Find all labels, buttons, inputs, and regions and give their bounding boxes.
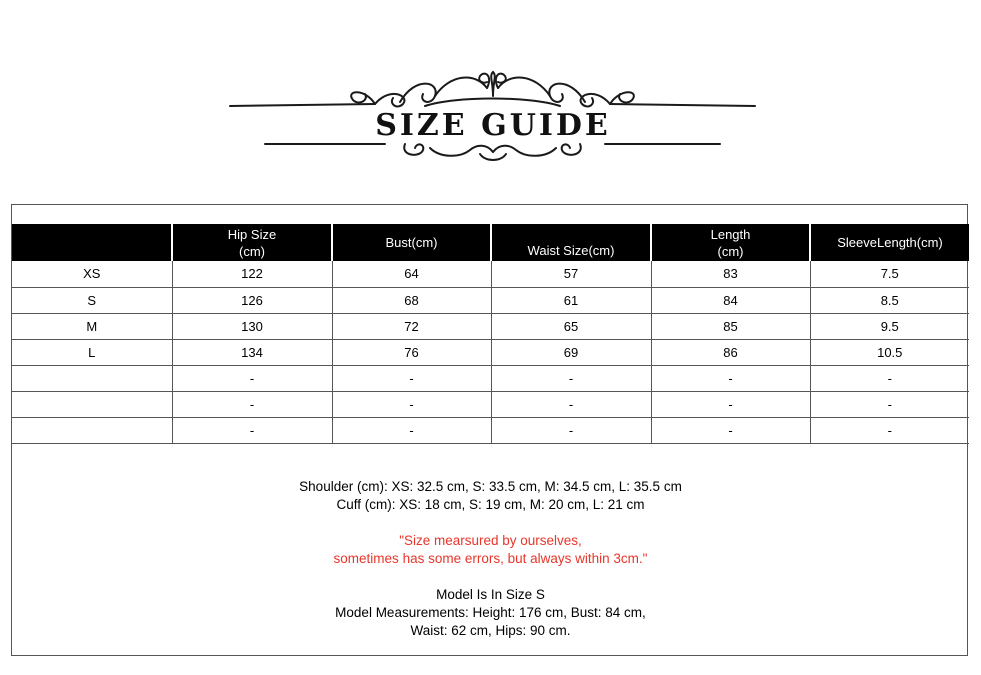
size-table [12, 224, 969, 444]
bust-cell: - [332, 391, 491, 417]
sleeve-cell: - [810, 417, 969, 443]
length-cell: 85 [651, 313, 810, 339]
logo-rule-left [230, 104, 375, 106]
hip-cell: - [172, 365, 332, 391]
waist-cell: 65 [491, 313, 651, 339]
waist-cell: 61 [491, 287, 651, 313]
length-cell: 83 [651, 261, 810, 287]
sleeve-cell: 8.5 [810, 287, 969, 313]
size-label: XS [12, 261, 172, 287]
page-title: SIZE GUIDE [375, 108, 611, 143]
size-chart-panel [11, 204, 968, 656]
model-size: Model Is In Size S [436, 587, 545, 602]
bust-cell: 72 [332, 313, 491, 339]
size-label [12, 417, 172, 443]
length-cell: - [651, 365, 810, 391]
size-label: M [12, 313, 172, 339]
measurement-notes [12, 478, 969, 640]
disclaimer-line-1: "Size mearsured by ourselves, [399, 533, 582, 548]
table-row [12, 313, 969, 339]
size-label [12, 391, 172, 417]
length-cell: - [651, 391, 810, 417]
bust-cell: - [332, 365, 491, 391]
hip-cell: 134 [172, 339, 332, 365]
cuff-note: Cuff (cm): XS: 18 cm, S: 19 cm, M: 20 cm, L: 21 cm [336, 497, 645, 512]
sleeve-cell: 7.5 [810, 261, 969, 287]
logo-rule-right [610, 104, 755, 106]
size-guide-logo [225, 66, 760, 176]
column-header-size [12, 224, 172, 261]
hip-cell: 122 [172, 261, 332, 287]
sleeve-cell: - [810, 365, 969, 391]
size-label: S [12, 287, 172, 313]
table-header-row [12, 224, 969, 261]
waist-cell: - [491, 365, 651, 391]
hip-cell: 130 [172, 313, 332, 339]
table-row [12, 287, 969, 313]
waist-cell: 57 [491, 261, 651, 287]
size-label [12, 365, 172, 391]
sleeve-cell: - [810, 391, 969, 417]
sleeve-cell: 9.5 [810, 313, 969, 339]
bust-cell: 64 [332, 261, 491, 287]
model-measurements-1: Model Measurements: Height: 176 cm, Bust: 84 cm, [335, 605, 646, 620]
disclaimer-line-2: sometimes has some errors, but always within 3cm." [333, 551, 648, 566]
bust-cell: 68 [332, 287, 491, 313]
length-cell: - [651, 417, 810, 443]
table-row [12, 417, 969, 443]
length-cell: 84 [651, 287, 810, 313]
table-row [12, 365, 969, 391]
bust-cell: 76 [332, 339, 491, 365]
sleeve-cell: 10.5 [810, 339, 969, 365]
column-header-sleeve: SleeveLength(cm) [810, 224, 969, 261]
column-header-length: Length (cm) [651, 224, 810, 261]
hip-cell: - [172, 391, 332, 417]
table-row [12, 391, 969, 417]
table-row [12, 339, 969, 365]
shoulder-note: Shoulder (cm): XS: 32.5 cm, S: 33.5 cm, M: 34.5 cm, L: 35.5 cm [299, 479, 682, 494]
waist-cell: 69 [491, 339, 651, 365]
bust-cell: - [332, 417, 491, 443]
length-cell: 86 [651, 339, 810, 365]
model-measurements-2: Waist: 62 cm, Hips: 90 cm. [410, 623, 571, 638]
waist-cell: - [491, 391, 651, 417]
column-header-waist: Waist Size(cm) [491, 224, 651, 261]
hip-cell: 126 [172, 287, 332, 313]
hip-cell: - [172, 417, 332, 443]
column-header-bust: Bust(cm) [332, 224, 491, 261]
table-row [12, 261, 969, 287]
column-header-hip: Hip Size (cm) [172, 224, 332, 261]
size-label: L [12, 339, 172, 365]
waist-cell: - [491, 417, 651, 443]
